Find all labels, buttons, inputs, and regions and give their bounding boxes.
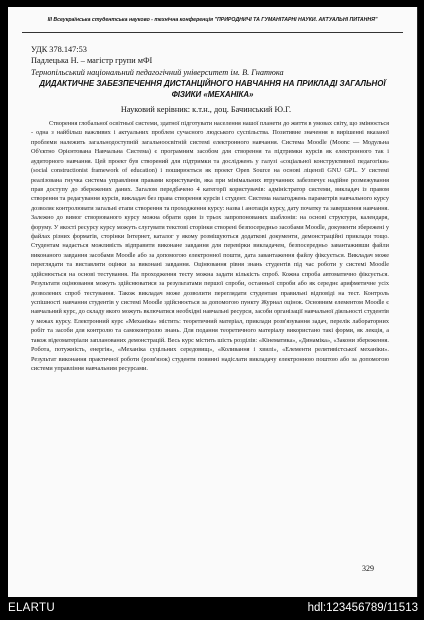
document-page [8, 7, 418, 597]
repository-name: ELARTU [8, 602, 55, 614]
header-rule [22, 32, 403, 33]
conference-header-text: III Всеукраїнська студентська науково - технічна конференція "ПРИРОДНИЧІ ТА ГУМАНІТАРНІ НАУКИ. АКТУАЛЬНІ ПИТАННЯ" [47, 17, 378, 23]
scientific-supervisor: Науковий керівник: к.т.н., доц. Бачинський Ю.Г. [120, 105, 292, 114]
article-meta [31, 44, 391, 78]
affiliation: Тернопільський національний педагогічний університет ім. В. Гнатюка [31, 67, 284, 77]
page-number: 329 [362, 564, 374, 573]
handle-id: hdl:123456789/11513 [307, 602, 418, 614]
article-title: ДИДАКТИЧНЕ ЗАБЕЗПЕЧЕННЯ ДИСТАНЦІЙНОГО НАВЧАННЯ НА ПРИКЛАДІ ЗАГАЛЬНОЇ ФІЗИКИ «МЕХАНІКА» [39, 79, 386, 99]
author-line: Падлецька Н. – магістр групи мФІ [31, 56, 153, 66]
conference-header [22, 17, 403, 23]
udc-code: УДК 378.147:53 [31, 45, 87, 54]
article-body: Створення глобальної освітньої системи, здатної підготувати населення нашої планети до життя в умовах світу, що змінюється - одна з найбільш важливих і актуальних проблем сучасного людського суспільства. Позитивне значення в вирішенні вказаної проблеми належить загальнодоступній загальноосвітній системі електронного навчання. Система Moodle (Moonc — Модульна Об'єктно Орієнтована Навчальна Система) є програмним засобом для створення та підтримки курсів як електронного так і аудиторного навчання. Цей проект був створений для підтримки та дослідженъ у галузі «соціальної конструктивної педагогіки» (social constructionist framework of education) і поширюється як проект Open Source на основі ліцензії GNU GPL. У системі реалізована гнучка система управління правами користувачів, яка при мінімальних втручаннях забезпечує надійне розмежування прав доступу до збережених даних. Загалом передбачено 4 категорії користувачів: адміністратор системи, викладач із правом створення та редагування курсів, викладач без права створення курсів і студент. Система налагоджень параметрів навчального курсу дозволяє контролювати загальні етапи створення та проходження курсу: назва і анотація курсу, дату початку та завершення навчання. Залежно до вимог створюваного курсу можна обрати один із трьох запропонованих шаблонів: на основі структури, календаря, форуму. У якості ресурсу курсу можуть слугувати текстові сторінки створені безпосередньо засобами Moodle, документи збережені у файлах різних форматів, сторінки Інтернет, каталог у якому розміщуються додаткові документи, демонстраційні приклади тощо. Студентам надається можливість відправити виконане завдання для перевірки викладачем, безпосередньо завантаживши файли виконаного завдання засобами Moodle або за допомогою електронної пошти, дата завантаження файлу фіксується. Викладач може переглядати та виставляти оцінки за виконані завдання. Оцінювання рівня знань студентів під час роботи у системі Moodle здійснюється на основі тестування. На проходження тесту можна задати кількість спроб. Кожна спроба автоматично фіксується. Результати оцінювання можуть здійснюватися за результатами першої спроби, останньої спроби або як середнє арифметичне усіх дозволених спроб тестування. Також викладач може дозволити переглядати студентам правильні відповіді на тест. Контроль успішності навчання студентів у системі Moodle здійснюється за допомогою пункту Журнал оцінок. Основним елементом Moodle є навчальний курс, до складу якого можуть включатися необхідні навчальні ресурси, засоби організації навчальної діяльності студентів у межах курсу. Електронний курс «Механіка» містить: теоретичний матеріал, приклади розв'язування задач, перелік лабораторних робіт та засоби для контролю та самоконтролю знань. Для подання теоретичного матеріалу використано такі форми, як лекція, а також відеоматеріали запланованих демонстрацій. Весь курс містить шість розділів: «Кінематика», «Динаміка», «Закони збереження. Робота, потужність, енергія», «Механіка суцільних середовищ», «Коливання і хвилі», «Елементи релятивістської механіки». Результат виконання практичної роботи (розв'язок) студенти повинні надіслати викладачу електронною поштою або за допомогою системи управління навчальним ресурсами. [31, 120, 389, 372]
